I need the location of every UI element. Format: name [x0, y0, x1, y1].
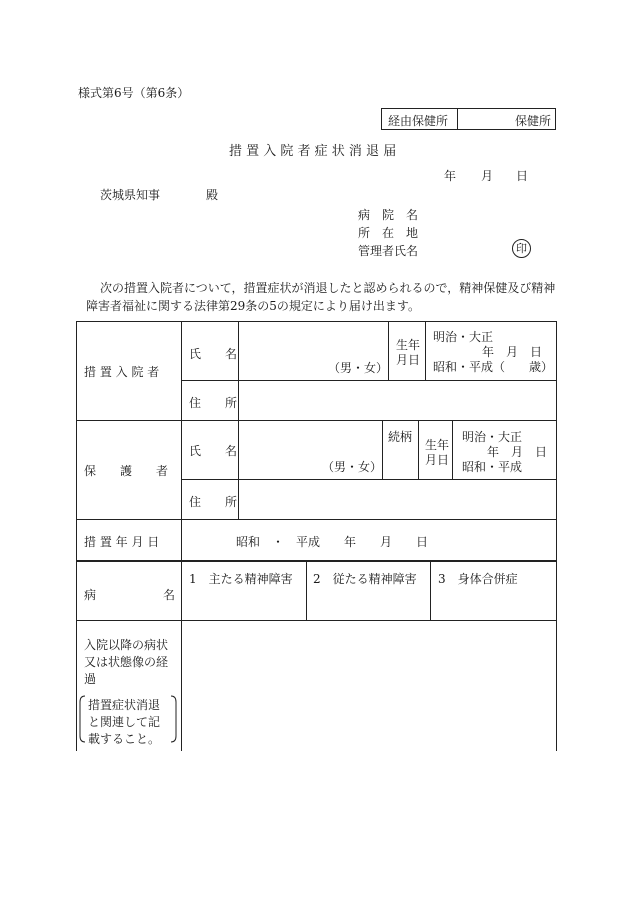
- guardian-era-line-3: 昭和・平成: [462, 460, 523, 474]
- guardian-name-label: 氏 名: [189, 444, 238, 458]
- patient-birth-label-2: 月日: [396, 353, 421, 367]
- table-top-border: [76, 321, 556, 322]
- routing-divider: [457, 109, 458, 129]
- guardian-birth-label-2: 月日: [425, 453, 450, 467]
- hospital-name-label: 病 院 名: [358, 208, 419, 222]
- intro-line-2: 障害者福祉に関する法律第29条の5の規定により届け出ます。: [86, 299, 420, 313]
- admission-date-label: 措 置 年 月 日: [84, 535, 160, 549]
- primary-disorder-label: 1 主たる精神障害: [189, 572, 293, 586]
- guardian-era-line-2: 年 月 日: [487, 445, 548, 459]
- admission-date-value: 昭和 ・ 平成 年 月 日: [236, 535, 429, 549]
- guardian-sex-field: （男・女）: [322, 460, 383, 474]
- guardian-birth-divider: [452, 420, 453, 479]
- date-disease-divider: [76, 560, 556, 562]
- patient-birth-label-1: 生年: [396, 338, 421, 352]
- disease-course-divider: [76, 620, 556, 621]
- guardian-birth-label-1: 生年: [425, 438, 450, 452]
- seal-mark: 印: [512, 239, 531, 258]
- disease-label-2: 名: [163, 588, 176, 602]
- secondary-disorder-label: 2 従たる精神障害: [313, 572, 417, 586]
- course-label-line-3: 過: [84, 672, 97, 686]
- addressee-honorific: 殿: [206, 188, 219, 202]
- disease-col-divider-1: [306, 560, 307, 620]
- patient-name-label-divider: [238, 321, 239, 420]
- patient-era-line-1: 明治・大正: [433, 330, 494, 344]
- routing-value: 保健所: [515, 114, 552, 128]
- patient-guardian-divider: [76, 420, 556, 421]
- patient-address-label: 住 所: [189, 396, 238, 410]
- guardian-era-line-1: 明治・大正: [462, 430, 523, 444]
- table-left-border: [76, 321, 77, 751]
- patient-era-line-3: 昭和・平成（ 歳）: [433, 360, 554, 374]
- note-line-2: と関連して記: [88, 715, 161, 729]
- disease-label-1: 病: [84, 588, 97, 602]
- course-label-line-2: 又は状態像の経: [84, 655, 169, 669]
- physical-complication-label: 3 身体合併症: [438, 572, 518, 586]
- patient-name-label: 氏 名: [189, 347, 238, 361]
- patient-birth-divider-right: [425, 321, 426, 380]
- patient-section-label: 措 置 入 院 者: [84, 365, 160, 379]
- note-line-1: 措置症状消退: [88, 698, 161, 712]
- guardian-date-divider: [76, 519, 556, 520]
- guardian-section-label: 保 護 者: [84, 464, 169, 478]
- disease-col-divider-2: [430, 560, 431, 620]
- guardian-relation-divider-right: [418, 420, 419, 479]
- form-number: 様式第6号（第6条）: [78, 86, 190, 100]
- note-line-3: 載すること。: [88, 732, 161, 746]
- manager-name-label: 管理者氏名: [358, 244, 419, 258]
- routing-box: [381, 108, 556, 130]
- patient-birth-divider-left: [388, 321, 389, 380]
- intro-line-1: 次の措置入院者について，措置症状が消退したと認められるので，精神保健及び精神: [100, 281, 556, 295]
- date-day: 日: [516, 169, 529, 183]
- page-title: 措 置 入 院 者 症 状 消 退 届: [229, 144, 397, 159]
- date-month: 月: [481, 169, 494, 183]
- guardian-name-label-divider: [238, 420, 239, 519]
- guardian-relation-divider-left: [382, 420, 383, 479]
- guardian-relation-label: 続柄: [388, 430, 413, 444]
- course-label-line-1: 入院以降の病状: [84, 638, 169, 652]
- label-column-divider: [181, 321, 182, 751]
- table-right-border: [556, 321, 557, 751]
- guardian-address-label: 住 所: [189, 495, 238, 509]
- patient-sex-field: （男・女）: [328, 361, 389, 375]
- routing-label: 経由保健所: [388, 114, 449, 128]
- hospital-address-label: 所 在 地: [358, 226, 419, 240]
- patient-era-line-2: 年 月 日: [482, 345, 543, 359]
- addressee-governor: 茨城県知事: [100, 188, 161, 202]
- date-year: 年: [444, 169, 457, 183]
